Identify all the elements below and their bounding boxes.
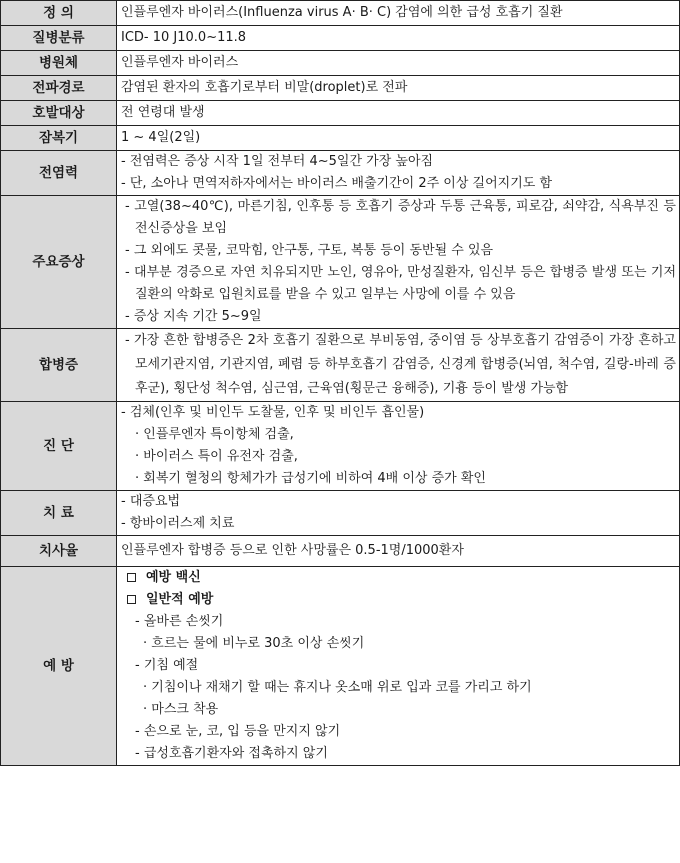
infectivity-line: - 전염력은 증상 시작 1일 전부터 4~5일간 가장 높아짐 bbox=[121, 154, 434, 169]
value-treatment bbox=[117, 491, 680, 536]
value-definition: 인플루엔자 바이러스(Influenza virus A· B· C) 감염에 의한 급성 호흡기 질환 bbox=[117, 1, 680, 26]
label-diagnosis: 진 단 bbox=[1, 402, 117, 491]
value-classification: ICD- 10 J10.0~11.8 bbox=[117, 26, 680, 51]
label-definition: 정 의 bbox=[1, 1, 117, 26]
label-target: 호발대상 bbox=[1, 101, 117, 126]
label-classification: 질병분류 bbox=[1, 26, 117, 51]
label-complications: 합병증 bbox=[1, 329, 117, 402]
value-symptoms bbox=[117, 196, 680, 329]
row-classification bbox=[1, 26, 680, 51]
diagnosis-line: · 바이러스 특이 유전자 검출, bbox=[135, 449, 298, 464]
label-treatment: 치 료 bbox=[1, 491, 117, 536]
row-incubation bbox=[1, 126, 680, 151]
prevention-line: - 급성호흡기환자와 접촉하지 않기 bbox=[135, 746, 328, 761]
label-incubation: 잠복기 bbox=[1, 126, 117, 151]
value-complications bbox=[117, 329, 680, 402]
row-prevention bbox=[1, 567, 680, 766]
symptom-item: - 고열(38~40℃), 마른기침, 인후통 등 호흡기 증상과 두통 근육통, 피로감, 쇠약감, 식욕부진 등 전신증상을 보임 bbox=[125, 199, 676, 236]
prevention-heading bbox=[121, 567, 676, 589]
row-pathogen bbox=[1, 51, 680, 76]
treatment-line: - 항바이러스제 치료 bbox=[121, 516, 235, 531]
value-pathogen: 인플루엔자 바이러스 bbox=[117, 51, 680, 76]
label-mortality: 치사율 bbox=[1, 536, 117, 567]
infectivity-line: - 단, 소아나 면역저하자에서는 바이러스 배출기간이 2주 이상 길어지기도 함 bbox=[121, 176, 553, 191]
row-diagnosis bbox=[1, 402, 680, 491]
value-diagnosis bbox=[117, 402, 680, 491]
label-infectivity: 전염력 bbox=[1, 151, 117, 196]
row-symptoms bbox=[1, 196, 680, 329]
label-pathogen: 병원체 bbox=[1, 51, 117, 76]
prevention-line: - 손으로 눈, 코, 입 등을 만지지 않기 bbox=[135, 724, 341, 739]
diagnosis-line: · 인플루엔자 특이항체 검출, bbox=[135, 427, 294, 442]
symptom-item: - 그 외에도 콧물, 코막힘, 안구통, 구토, 복통 등이 동반될 수 있음 bbox=[125, 243, 494, 258]
prevention-line: - 기침 예절 bbox=[135, 658, 199, 673]
symptom-item: - 대부분 경증으로 자연 치유되지만 노인, 영유아, 만성질환자, 임신부 등은 합병증 발생 또는 기저질환의 악화로 입원치료를 받을 수 있고 일부는 사망에 이를 수 있음 bbox=[125, 265, 676, 302]
value-transmission: 감염된 환자의 호흡기로부터 비말(droplet)로 전파 bbox=[117, 76, 680, 101]
prevention-line: · 기침이나 재채기 할 때는 휴지나 옷소매 위로 입과 코를 가리고 하기 bbox=[143, 680, 532, 695]
complications-text: - 가장 흔한 합병증은 2차 호흡기 질환으로 부비동염, 중이염 등 상부호흡기 감염증이 가장 흔하고 모세기관지염, 기관지염, 폐렴 등 하부호흡기 감염증, 신경계 합병증(뇌염, 척수염, 길랑-바레 증후군), 횡단성 척수염, 심근염, 근육염(횡문근 융해증), 기흉 등이 발생 가능함 bbox=[125, 333, 676, 396]
row-infectivity bbox=[1, 151, 680, 196]
value-prevention bbox=[117, 567, 680, 766]
value-mortality: 인플루엔자 합병증 등으로 인한 사망률은 0.5-1명/1000환자 bbox=[117, 536, 680, 567]
row-transmission bbox=[1, 76, 680, 101]
label-prevention: 예 방 bbox=[1, 567, 117, 766]
row-treatment bbox=[1, 491, 680, 536]
row-target bbox=[1, 101, 680, 126]
row-definition bbox=[1, 1, 680, 26]
value-incubation: 1 ~ 4일(2일) bbox=[117, 126, 680, 151]
treatment-line: - 대증요법 bbox=[121, 494, 181, 509]
row-mortality bbox=[1, 536, 680, 567]
prevention-heading bbox=[121, 589, 676, 611]
value-target: 전 연령대 발생 bbox=[117, 101, 680, 126]
prevention-heading-text: 일반적 예방 bbox=[146, 592, 214, 607]
diagnosis-line: · 회복기 혈청의 항체가가 급성기에 비하여 4배 이상 증가 확인 bbox=[135, 471, 486, 486]
diagnosis-line: - 검체(인후 및 비인두 도찰물, 인후 및 비인두 흡인물) bbox=[121, 405, 425, 420]
prevention-line: · 흐르는 물에 비누로 30초 이상 손씻기 bbox=[143, 636, 365, 651]
symptom-item: - 증상 지속 기간 5~9일 bbox=[125, 309, 262, 324]
label-transmission: 전파경로 bbox=[1, 76, 117, 101]
checkbox-square-icon bbox=[127, 573, 136, 582]
prevention-heading-text: 예방 백신 bbox=[146, 570, 201, 585]
row-complications bbox=[1, 329, 680, 402]
value-infectivity bbox=[117, 151, 680, 196]
prevention-line: - 올바른 손씻기 bbox=[135, 614, 224, 629]
label-symptoms: 주요증상 bbox=[1, 196, 117, 329]
checkbox-square-icon bbox=[127, 595, 136, 604]
prevention-line: · 마스크 착용 bbox=[143, 702, 219, 717]
